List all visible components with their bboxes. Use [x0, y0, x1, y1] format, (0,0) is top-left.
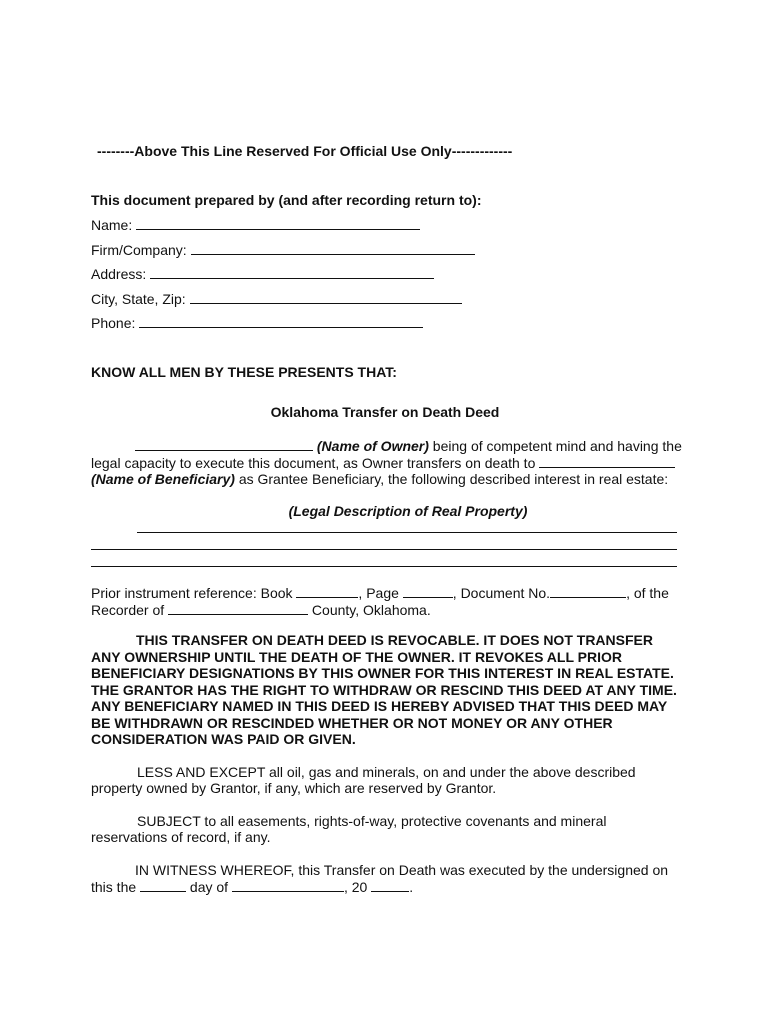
prior-text-6: County, Oklahoma.	[308, 602, 431, 618]
intro-text-1: being of competent mind and having the	[428, 438, 682, 454]
revocable-line: BENEFICIARY DESIGNATIONS BY THIS OWNER FOR THIS INTEREST IN REAL ESTATE.	[91, 665, 674, 681]
witness-text-1: this the	[91, 879, 141, 895]
legal-description-line-1	[137, 532, 677, 533]
subject-to-line-1: SUBJECT to all easements, rights-of-way, protective covenants and mineral	[137, 813, 607, 829]
revocable-line: THIS TRANSFER ON DEATH DEED IS REVOCABLE. IT DOES NOT TRANSFER	[136, 632, 653, 648]
prior-instrument-paragraph	[91, 584, 686, 618]
address-blank	[150, 265, 434, 279]
revocable-line: CONSIDERATION WAS PAID OR GIVEN.	[91, 731, 356, 747]
firm-blank	[191, 241, 475, 255]
city-label: City, State, Zip:	[91, 291, 186, 307]
beneficiary-blank	[539, 454, 675, 468]
city-field	[91, 290, 462, 307]
prior-text-2: , Page	[358, 585, 403, 601]
day-blank	[140, 878, 186, 892]
official-use-banner: --------Above This Line Reserved For Official Use Only-------------	[97, 143, 513, 159]
legal-description-line-3	[91, 566, 677, 567]
book-blank	[296, 584, 358, 598]
revocable-line: THE GRANTOR HAS THE RIGHT TO WITHDRAW OR RESCIND THIS DEED AT ANY TIME.	[91, 681, 677, 698]
prior-text-4: , of the	[626, 585, 669, 601]
owner-blank	[135, 437, 313, 451]
revocable-line: ANY BENEFICIARY NAMED IN THIS DEED IS HEREBY ADVISED THAT THIS DEED MAY	[91, 698, 668, 714]
witness-paragraph	[91, 862, 686, 895]
page-blank	[403, 584, 453, 598]
address-field	[91, 265, 434, 282]
year-blank	[371, 878, 409, 892]
name-label: Name:	[91, 217, 133, 233]
document-no-blank	[550, 584, 626, 598]
witness-text-2: day of	[186, 879, 232, 895]
revocable-notice	[91, 632, 686, 748]
revocable-line: BE WITHDRAWN OR RESCINDED WHETHER OR NOT MONEY OR ANY OTHER	[91, 714, 613, 731]
intro-paragraph	[91, 437, 686, 487]
prior-text-1: Prior instrument reference: Book	[91, 585, 297, 601]
less-except-line-2: property owned by Grantor, if any, which are reserved by Grantor.	[91, 780, 497, 796]
intro-text-3: as Grantee Beneficiary, the following described interest in real estate:	[234, 471, 669, 487]
subject-to-line-2: reservations of record, if any.	[91, 829, 271, 845]
phone-field	[91, 314, 423, 331]
firm-label: Firm/Company:	[91, 242, 187, 258]
phone-blank	[139, 314, 423, 328]
intro-text-2: legal capacity to execute this document, as Owner transfers on death to	[91, 455, 540, 471]
know-all-heading: KNOW ALL MEN BY THESE PRESENTS THAT:	[91, 364, 397, 380]
phone-label: Phone:	[91, 315, 136, 331]
less-except-paragraph	[91, 764, 686, 796]
legal-description-line-2	[91, 549, 677, 550]
name-blank	[136, 216, 420, 230]
county-blank	[168, 601, 308, 615]
prior-text-5: Recorder of	[91, 602, 169, 618]
deed-title: Oklahoma Transfer on Death Deed	[270, 404, 500, 420]
witness-text-4: .	[409, 879, 414, 895]
legal-description-heading: (Legal Description of Real Property)	[288, 503, 528, 519]
city-blank	[190, 290, 462, 304]
witness-line-1: IN WITNESS WHEREOF, this Transfer on Death was executed by the undersigned on	[135, 862, 669, 878]
prepared-by-heading: This document prepared by (and after recording return to):	[91, 192, 482, 208]
name-field	[91, 216, 420, 233]
subject-to-paragraph	[91, 813, 686, 845]
firm-field	[91, 241, 475, 258]
prior-text-3: , Document No.	[452, 585, 551, 601]
witness-text-3: , 20	[343, 879, 372, 895]
revocable-line: ANY OWNERSHIP UNTIL THE DEATH OF THE OWNER. IT REVOKES ALL PRIOR	[91, 648, 622, 665]
less-except-line-1: LESS AND EXCEPT all oil, gas and minerals, on and under the above described	[137, 764, 636, 780]
name-of-owner: (Name of Owner)	[316, 438, 429, 454]
month-blank	[232, 878, 344, 892]
name-of-beneficiary: (Name of Beneficiary)	[91, 471, 235, 487]
address-label: Address:	[91, 266, 147, 282]
